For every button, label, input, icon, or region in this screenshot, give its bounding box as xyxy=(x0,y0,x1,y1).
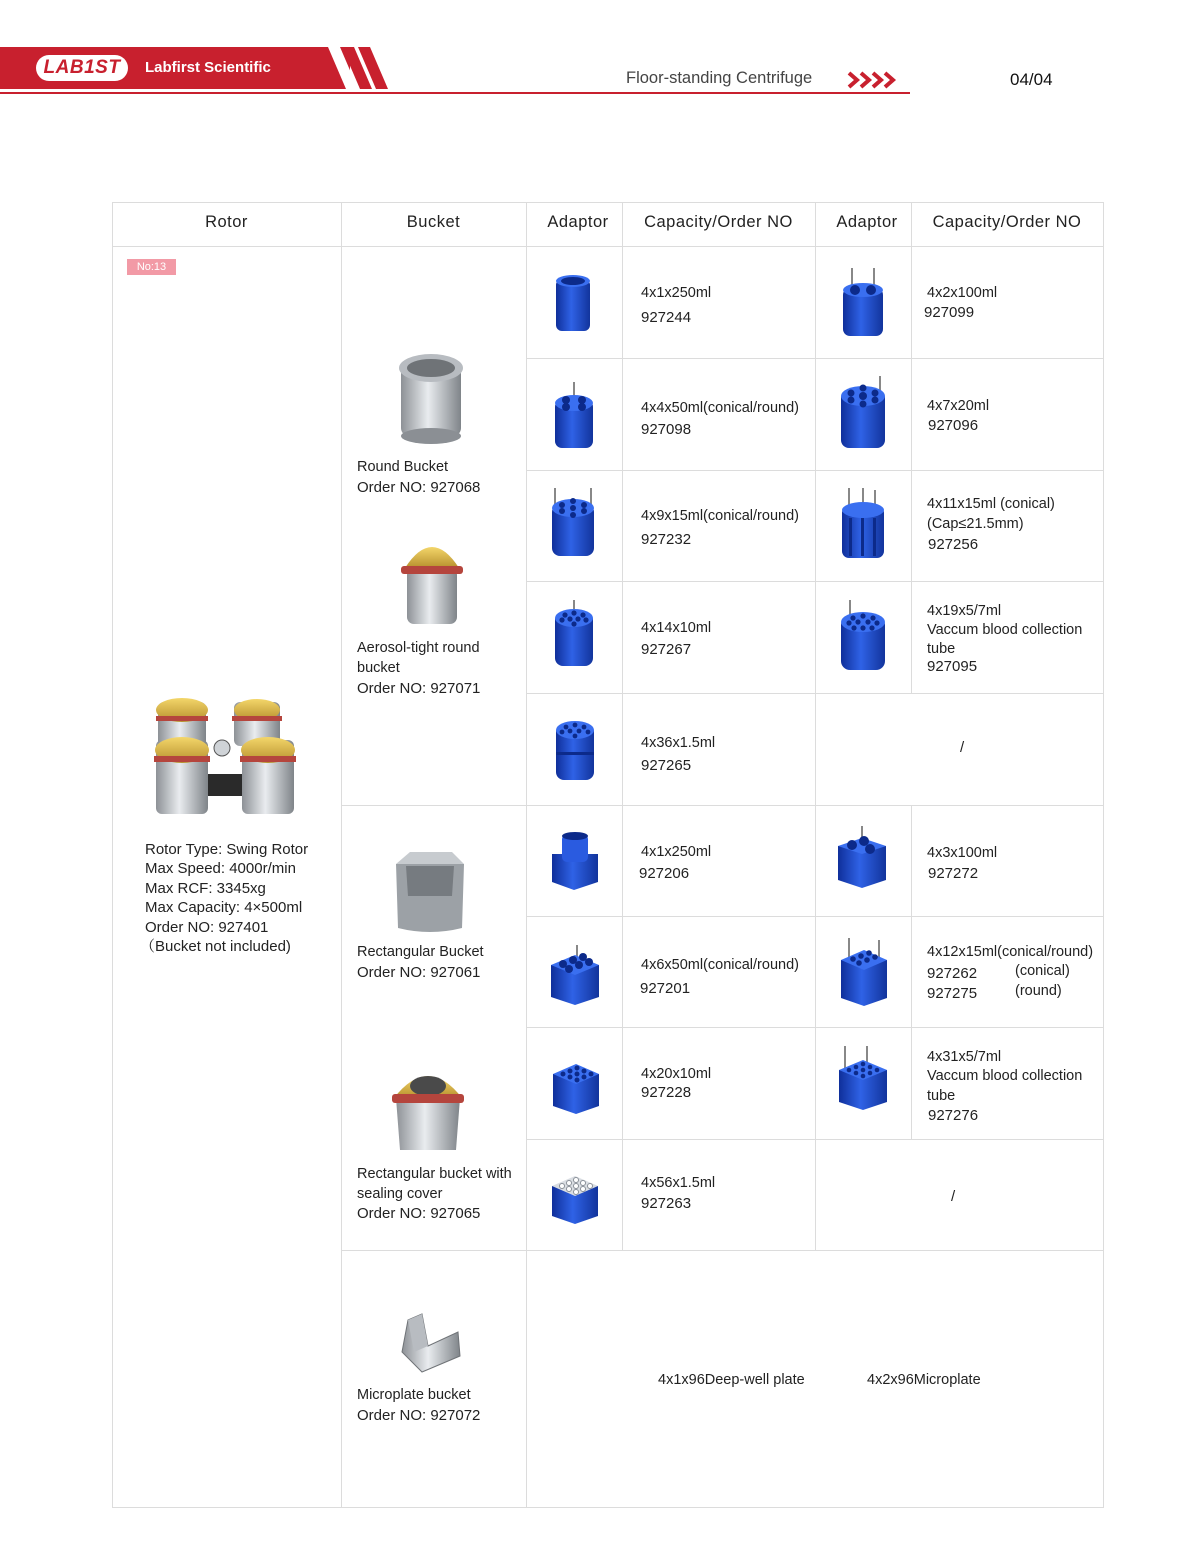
sealed-rect-bucket-name: Rectangular bucket with xyxy=(357,1166,512,1182)
adaptor-rect-56x1.5ml-icon xyxy=(548,1166,602,1226)
microplate-bucket-name: Microplate bucket xyxy=(357,1387,471,1403)
table-border-bottom xyxy=(112,1507,1104,1508)
capacity-text: 4x20x10ml xyxy=(641,1066,712,1082)
capacity-text: 4x36x1.5ml xyxy=(641,735,716,751)
rotor-number-badge: No:13 xyxy=(127,259,176,275)
header-rule xyxy=(0,92,910,94)
row-rule xyxy=(526,581,1104,582)
adaptor-36x1.5ml-icon xyxy=(553,716,597,784)
row-rule xyxy=(526,916,1104,917)
adaptor-7x20ml-icon xyxy=(838,376,888,452)
capacity-text: 4x1x250ml xyxy=(641,285,712,301)
round-bucket-order: Order NO: 927068 xyxy=(357,479,481,496)
empty-cell-slash: / xyxy=(951,1188,956,1205)
round-bucket-name: Round Bucket xyxy=(357,459,449,475)
table-header-rule xyxy=(112,246,1104,247)
order-number: 927276 xyxy=(928,1107,979,1124)
row-rule xyxy=(341,1250,1104,1251)
row-rule xyxy=(526,1027,1104,1028)
adaptor-1x250ml-icon xyxy=(553,273,593,335)
capacity-text: 4x12x15ml(conical/round) xyxy=(927,944,1094,960)
table-border-right xyxy=(1103,202,1104,1508)
rotor-spec-rcf: Max RCF: 3345xg xyxy=(145,880,266,897)
adaptor-4x50ml-icon xyxy=(552,382,596,452)
empty-cell-slash: / xyxy=(960,739,965,756)
col-header-adaptor: Adaptor xyxy=(547,213,609,231)
order-number: 927265 xyxy=(641,757,692,774)
aerosol-bucket-image xyxy=(397,532,467,628)
capacity-text: 4x31x5/7ml xyxy=(927,1049,1002,1065)
order-number: 927275 xyxy=(927,985,978,1002)
order-number: 927098 xyxy=(641,421,692,438)
brand-logo: LAB1ST xyxy=(36,55,128,81)
capacity-note: (conical) xyxy=(1015,963,1070,979)
adaptor-rect-3x100ml-icon xyxy=(834,826,890,892)
col-header-adaptor: Adaptor xyxy=(836,213,898,231)
capacity-note: Vaccum blood collection xyxy=(927,622,1083,638)
order-number: 927232 xyxy=(641,531,692,548)
row-rule xyxy=(341,805,1104,806)
sealed-rect-bucket-order: Order NO: 927065 xyxy=(357,1205,481,1222)
table-border-top xyxy=(112,202,1104,203)
capacity-text: 4x56x1.5ml xyxy=(641,1175,716,1191)
adaptor-14x10ml-icon xyxy=(552,600,596,670)
brand-name: Labfirst Scientific xyxy=(145,59,271,76)
capacity-note: tube xyxy=(927,641,956,657)
microplate-bucket-image xyxy=(398,1312,462,1374)
capacity-text: 4x19x5/7ml xyxy=(927,603,1002,619)
header-slashes-icon xyxy=(328,47,398,89)
col-divider xyxy=(815,202,816,1250)
order-number: 927272 xyxy=(928,865,979,882)
order-number: 927095 xyxy=(927,658,978,675)
row-rule xyxy=(526,358,1104,359)
adaptor-2x100ml-icon xyxy=(840,268,886,340)
col-divider xyxy=(622,202,623,1250)
page-number: 04/04 xyxy=(1010,70,1053,89)
order-number: 927256 xyxy=(928,536,979,553)
row-rule xyxy=(526,470,1104,471)
col-header-capacity: Capacity/Order NO xyxy=(644,213,793,231)
adaptor-rect-31x5ml-icon xyxy=(835,1046,891,1112)
rotor-spec-note: （Bucket not included) xyxy=(140,938,291,955)
col-header-bucket: Bucket xyxy=(406,213,461,231)
table-border-left xyxy=(112,202,113,1508)
order-number: 927099 xyxy=(924,304,975,321)
rectangular-bucket-image xyxy=(392,850,468,936)
order-number: 927201 xyxy=(640,980,691,997)
capacity-note: tube xyxy=(927,1088,956,1104)
aerosol-bucket-order: Order NO: 927071 xyxy=(357,680,481,697)
order-number: 927263 xyxy=(641,1195,692,1212)
aerosol-bucket-name-cont: bucket xyxy=(357,660,400,676)
col-header-capacity: Capacity/Order NO xyxy=(932,213,1082,231)
rectangular-bucket-name: Rectangular Bucket xyxy=(357,944,484,960)
order-number: 927228 xyxy=(641,1084,692,1101)
capacity-text: 4x9x15ml(conical/round) xyxy=(641,508,799,524)
adaptor-9x15ml-icon xyxy=(549,488,597,560)
sealed-rect-bucket-name-cont: sealing cover xyxy=(357,1186,443,1202)
round-bucket-image xyxy=(393,352,469,446)
col-divider xyxy=(341,202,342,1508)
capacity-text: 4x14x10ml xyxy=(641,620,712,636)
adaptor-rect-20x10ml-icon xyxy=(549,1056,603,1116)
rectangular-bucket-order: Order NO: 927061 xyxy=(357,964,481,981)
capacity-text: 4x11x15ml (conical) xyxy=(927,496,1055,512)
order-number: 927267 xyxy=(641,641,692,658)
capacity-text: 4x6x50ml(conical/round) xyxy=(641,957,799,973)
document-title: Floor-standing Centrifuge xyxy=(626,69,813,87)
capacity-text: 4x1x250ml xyxy=(641,844,712,860)
adaptor-19x5ml-icon xyxy=(838,600,888,674)
capacity-text: 4x3x100ml xyxy=(927,845,998,861)
order-number: 927244 xyxy=(641,309,692,326)
swing-rotor-image xyxy=(150,696,300,828)
capacity-text: 4x4x50ml(conical/round) xyxy=(641,400,799,416)
adaptor-rect-1x250ml-icon xyxy=(548,832,602,892)
capacity-text: 4x2x100ml xyxy=(927,285,998,301)
adaptor-11x15ml-icon xyxy=(839,488,887,562)
order-number: 927206 xyxy=(639,865,690,882)
order-number: 927262 xyxy=(927,965,978,982)
col-divider xyxy=(911,202,912,694)
microplate-bucket-order: Order NO: 927072 xyxy=(357,1407,481,1424)
row-rule xyxy=(526,693,1104,694)
sealed-rect-bucket-image xyxy=(390,1058,466,1154)
rotor-spec-order: Order NO: 927401 xyxy=(145,919,269,936)
rotor-spec-speed: Max Speed: 4000r/min xyxy=(145,860,296,877)
col-header-rotor: Rotor xyxy=(205,213,248,231)
capacity-note: (Cap≤21.5mm) xyxy=(927,516,1024,532)
row-rule xyxy=(526,1139,1104,1140)
microplate-capacity: 4x2x96Microplate xyxy=(867,1372,981,1388)
capacity-note: (round) xyxy=(1015,983,1062,999)
adaptor-rect-12x15ml-icon xyxy=(837,938,891,1008)
order-number: 927096 xyxy=(928,417,979,434)
chevrons-icon xyxy=(846,70,902,90)
col-divider xyxy=(911,805,912,1140)
deep-well-plate-capacity: 4x1x96Deep-well plate xyxy=(658,1372,805,1388)
adaptor-rect-6x50ml-icon xyxy=(547,945,603,1007)
aerosol-bucket-name: Aerosol-tight round xyxy=(357,640,480,656)
rotor-spec-capacity: Max Capacity: 4×500ml xyxy=(145,899,303,916)
rotor-spec-type: Rotor Type: Swing Rotor xyxy=(145,841,309,858)
capacity-text: 4x7x20ml xyxy=(927,398,990,414)
col-divider xyxy=(526,202,527,1508)
capacity-note: Vaccum blood collection xyxy=(927,1068,1083,1084)
